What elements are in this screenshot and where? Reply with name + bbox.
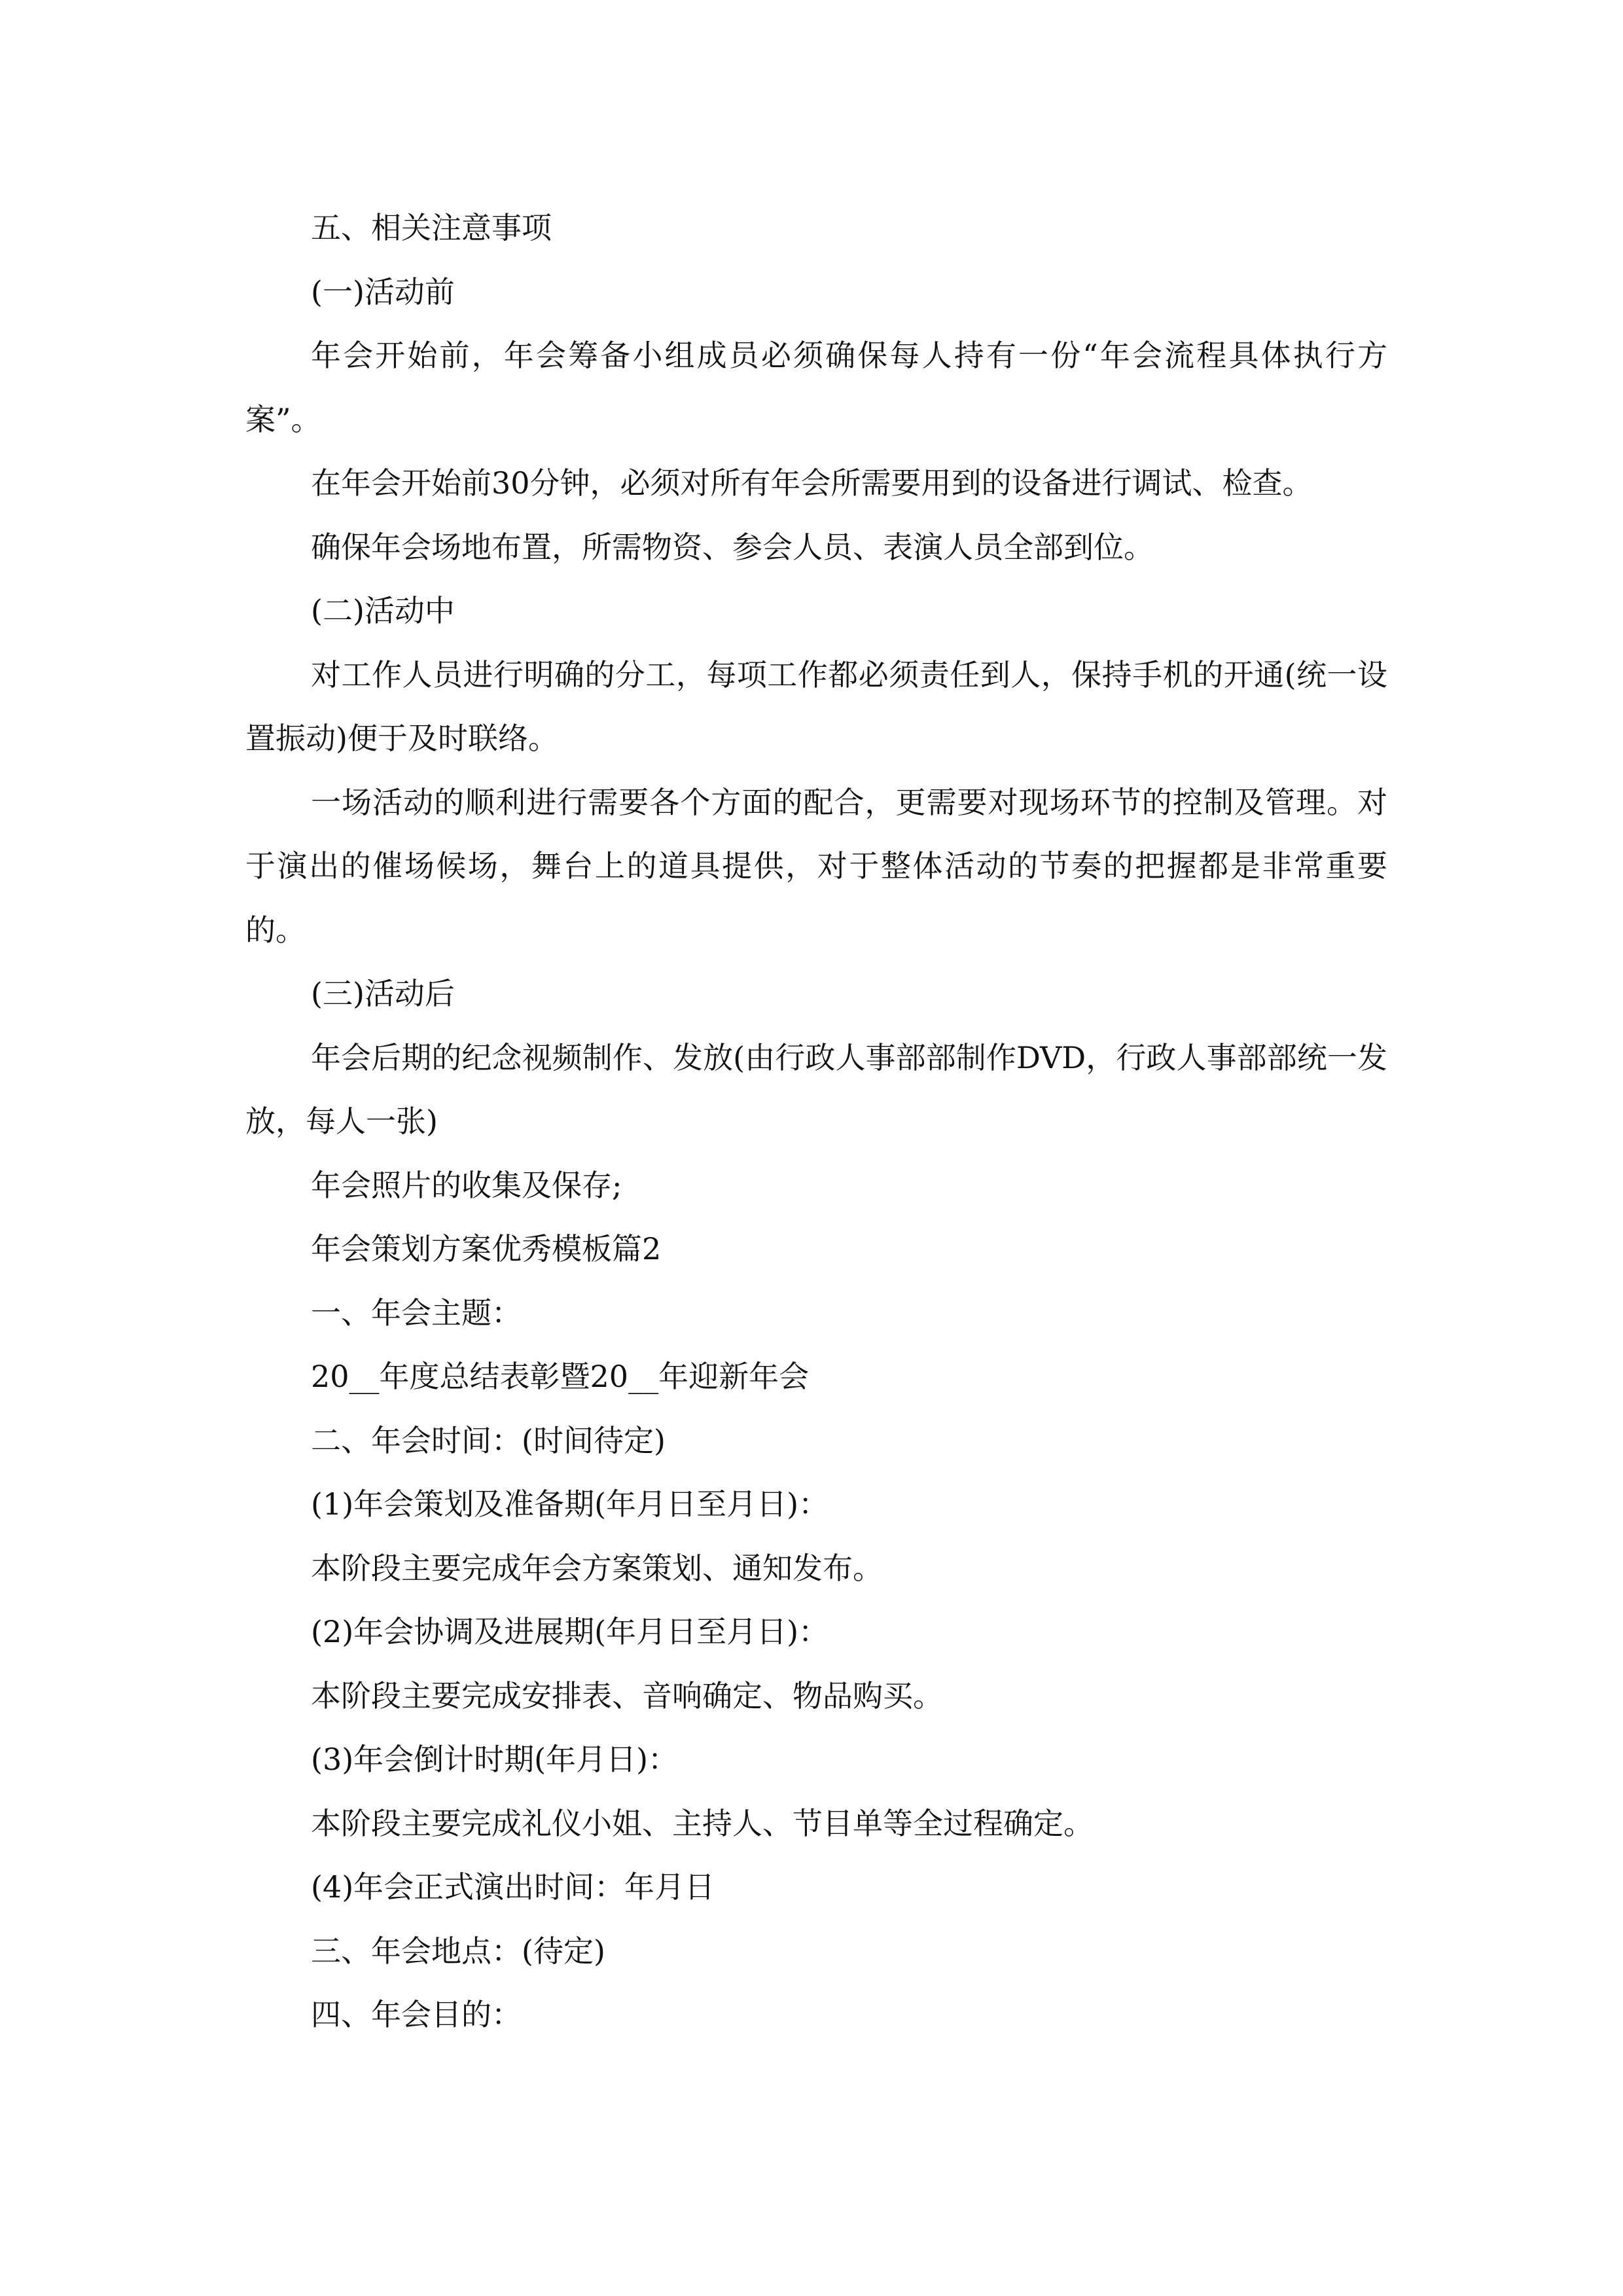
list-item: (2)年会协调及进展期(年月日至月日)：	[311, 1614, 829, 1649]
paragraph: 20__年度总结表彰暨20__年迎新年会	[311, 1359, 810, 1394]
subheading-before-event: (一)活动前	[311, 274, 455, 310]
article-title: 年会策划方案优秀模板篇2	[311, 1231, 662, 1266]
paragraph: 本阶段主要完成礼仪小姐、主持人、节目单等全过程确定。	[311, 1805, 1094, 1841]
section-heading-time: 二、年会时间：(时间待定)	[311, 1422, 666, 1458]
paragraph: 本阶段主要完成安排表、音响确定、物品购买。	[311, 1677, 943, 1713]
subheading-during-event: (二)活动中	[311, 593, 455, 628]
paragraph: 在年会开始前30分钟，必须对所有年会所需要用到的设备进行调试、检查。	[311, 465, 1313, 501]
document-body	[245, 196, 1387, 2047]
paragraph: 本阶段主要完成年会方案策划、通知发布。	[311, 1550, 883, 1586]
list-item: (4)年会正式演出时间：年月日	[311, 1869, 715, 1905]
paragraph: 确保年会场地布置，所需物资、参会人员、表演人员全部到位。	[311, 529, 1154, 565]
section-heading-theme: 一、年会主题：	[311, 1295, 522, 1331]
section-heading-purpose: 四、年会目的：	[311, 1997, 522, 2032]
paragraph: 年会开始前，年会筹备小组成员必须确保每人持有一份“年会流程具体执行方案”。	[245, 338, 1387, 437]
section-heading-location: 三、年会地点：(待定)	[311, 1933, 605, 1969]
list-item: (3)年会倒计时期(年月日)：	[311, 1742, 679, 1777]
paragraph: 一场活动的顺利进行需要各个方面的配合，更需要对现场环节的控制及管理。对于演出的催场候场，舞台上的道具提供，对于整体活动的节奏的把握都是非常重要的。	[245, 784, 1387, 948]
section-heading-notes: 五、相关注意事项	[311, 210, 552, 245]
paragraph: 对工作人员进行明确的分工，每项工作都必须责任到人，保持手机的开通(统一设置振动)便于及时联络。	[245, 656, 1387, 756]
subheading-after-event: (三)活动后	[311, 976, 455, 1011]
paragraph: 年会照片的收集及保存;	[311, 1167, 622, 1203]
paragraph: 年会后期的纪念视频制作、发放(由行政人事部部制作DVD，行政人事部部统一发放，每人一张)	[245, 1039, 1387, 1139]
list-item: (1)年会策划及准备期(年月日至月日)：	[311, 1486, 829, 1522]
